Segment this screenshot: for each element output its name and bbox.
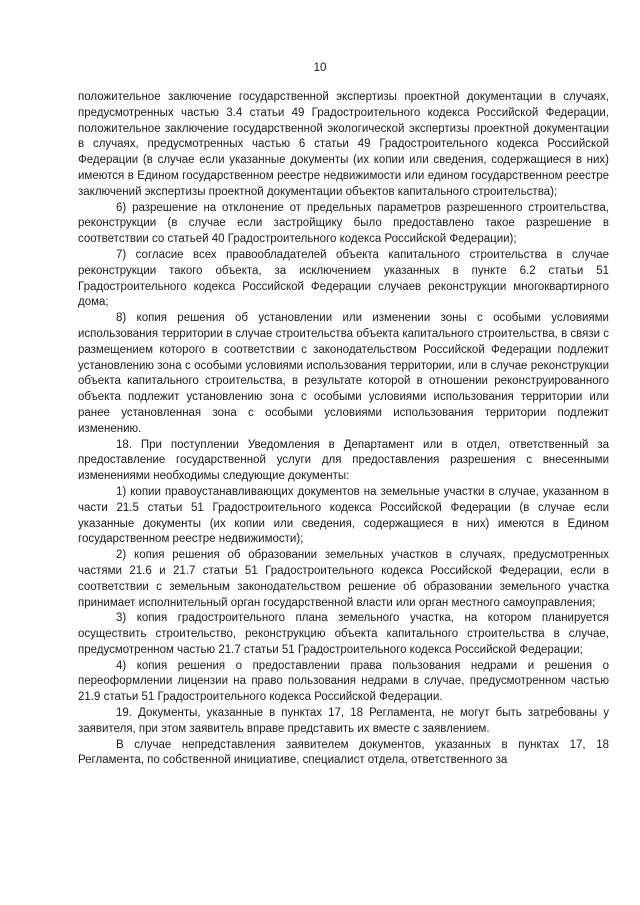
page-number: 10 <box>313 62 327 74</box>
paragraph: 8) копия решения об установлении или изменении зоны с особыми условиями использования территории в случае строительства объекта капитального строительства, в связи с размещением которого в соответствии с законодательством Российской Федерации подлежит установлению зона с особыми условиями использования территории, или в случае реконструкции объекта капитального строительства, в результате которой в отношении реконструированного объекта подлежит установлению зона с особыми условиями использования территории или ранее установленная зона с особыми условиями использования территории подлежит изменению. <box>78 312 609 435</box>
paragraph: В случае непредставления заявителем документов, указанных в пунктах 17, 18 Регламента, по собственной инициативе, специалист отдела, ответственного за <box>78 738 609 767</box>
paragraph: 2) копия решения об образовании земельных участков в случаях, предусмотренных частями 21.6 и 21.7 статьи 51 Градостроительного кодекса Российской Федерации, если в соответствии с земельным законодательством решение об образовании земельного участка принимает исполнительный орган государственной власти или орган местного самоуправления; <box>78 549 609 609</box>
paragraph: 7) согласие всех правообладателей объекта капитального строительства в случае реконструкции такого объекта, за исключением указанных в пункте 6.2 статьи 51 Градостроительного кодекса Российской Федерации случаев реконструкции многоквартирного дома; <box>78 248 609 309</box>
paragraph: 3) копия градостроительного плана земельного участка, на котором планируется осуществить строительство, реконструкцию объекта капитального строительства в случае, предусмотренном частью 21.7 статьи 51 Градостроительного кодекса Российской Федерации; <box>78 612 609 656</box>
paragraph: положительное заключение государственной экспертизы проектной документации в случаях, предусмотренных частью 3.4 статьи 49 Градостроительного кодекса Российской Федерации, положительное заключение государственной экологической экспертизы проектной документации в случаях, предусмотренных частью 6 статьи 49 Градостроительного кодекса Российской Федерации (в случае если указанные документы (их копии или сведения, содержащиеся в них) имеются в Едином государственном реестре недвижимости или едином государственном реестре заключений экспертизы проектной документации объектов капитального строительства); <box>78 91 609 198</box>
document-body <box>78 90 609 769</box>
paragraph: 4) копия решения о предоставлении права пользования недрами и решения о переоформлении лицензии на право пользования недрами в случае, предусмотренном частью 21.9 статьи 51 Градостроительного кодекса Российской Федерации. <box>78 659 609 704</box>
paragraph: 1) копии правоустанавливающих документов на земельные участки в случае, указанном в части 21.5 статьи 51 Градостроительного кодекса Российской Федерации (в случае если указанные документы (их копии или сведения, содержащиеся в них) имеются в Едином государственном реестре недвижимости); <box>78 485 609 546</box>
paragraph: 18. При поступлении Уведомления в Департамент или в отдел, ответственный за предоставление государственной услуги для предоставления разрешения с внесенными изменениями необходимы следующие документы: <box>78 438 609 483</box>
paragraph: 19. Документы, указанные в пунктах 17, 18 Регламента, не могут быть затребованы у заявителя, при этом заявитель вправе представить их вместе с заявлением. <box>78 707 609 735</box>
paragraph: 6) разрешение на отклонение от предельных параметров разрешенного строительства, реконструкции (в случае если застройщику было предоставлено такое разрешение в соответствии со статьей 40 Градостроительного кодекса Российской Федерации); <box>78 201 609 246</box>
